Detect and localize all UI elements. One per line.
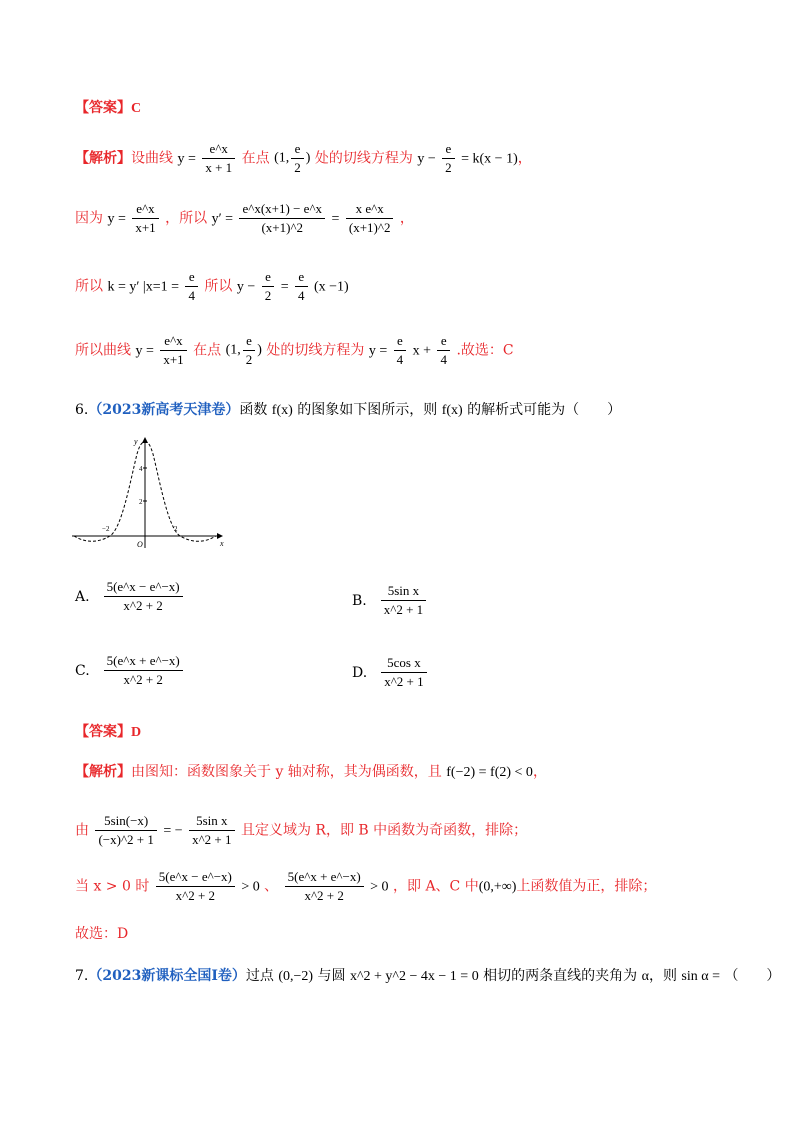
numerator: 5sin(−x)	[104, 813, 149, 828]
fraction	[104, 578, 183, 615]
denominator: x^2 + 2	[285, 886, 364, 905]
fraction	[285, 868, 364, 905]
text: 上函数值为正，排除；	[516, 878, 657, 895]
math: y −	[236, 279, 256, 295]
denominator: 4	[185, 286, 198, 305]
denominator: x^2 + 1	[381, 600, 426, 619]
math: (x −1)	[314, 279, 349, 295]
text: 、	[264, 878, 279, 895]
tick-label-xm2: −2	[102, 525, 110, 533]
fraction	[381, 654, 426, 691]
text: 的解析式可能为（ ）	[467, 402, 622, 418]
q6-analysis-line-2	[75, 812, 740, 849]
math: (0,+∞)	[478, 879, 517, 895]
option-b[interactable]	[352, 582, 428, 619]
q6-answer-line	[75, 722, 740, 743]
text: 处的切线方程为	[266, 342, 365, 359]
denominator: (−x)^2 + 1	[95, 830, 156, 849]
math: sin α =	[681, 969, 720, 984]
text: 处的切线方程为	[314, 150, 413, 167]
answer-value: D	[131, 725, 142, 740]
fraction	[243, 332, 256, 369]
answer-tag: 【答案】	[75, 724, 131, 740]
denominator: 2	[243, 350, 256, 369]
math: =	[280, 279, 289, 295]
text: .故选：C	[456, 342, 514, 359]
tick-label-y4: 4	[139, 465, 143, 473]
fraction	[437, 332, 450, 369]
numerator: e	[298, 269, 305, 284]
numerator: e^x	[209, 141, 228, 156]
tick-label-x2: 2	[174, 525, 178, 533]
text: 由图知：函数图象关于 y 轴对称，其为偶函数，且	[131, 764, 442, 780]
numerator: e	[440, 333, 447, 348]
q7-stem	[75, 966, 781, 987]
q6-analysis-line-4	[75, 924, 740, 944]
math: y′ =	[211, 211, 234, 227]
denominator: 4	[394, 350, 407, 369]
text: 由	[75, 822, 89, 839]
numerator: 5cos x	[387, 655, 421, 670]
analysis-tag: 【解析】	[75, 150, 131, 167]
denominator: x + 1	[202, 158, 235, 177]
text: 在点	[193, 342, 222, 359]
math: α	[641, 969, 649, 984]
q5-analysis-line-1	[75, 140, 740, 177]
question-number: 6.	[75, 402, 89, 418]
numerator: e^x	[136, 201, 155, 216]
text: 所以曲线	[75, 342, 131, 359]
q5-analysis-line-4	[75, 332, 740, 369]
fraction	[295, 268, 308, 305]
denominator: 4	[295, 286, 308, 305]
numerator: 5(e^x − e^−x)	[158, 869, 232, 884]
denominator: 2	[262, 286, 275, 305]
q6-analysis-line-1	[75, 762, 740, 783]
fraction	[381, 582, 426, 619]
numerator: e^x(x+1) − e^x	[242, 201, 323, 216]
math: y −	[417, 151, 436, 167]
option-label: D.	[352, 664, 368, 681]
numerator: 5(e^x + e^−x)	[106, 653, 180, 668]
text: 故选：D	[75, 926, 129, 942]
option-d[interactable]	[352, 654, 429, 691]
option-c[interactable]	[75, 652, 185, 689]
fraction	[202, 140, 235, 177]
text: 与圆	[317, 968, 346, 984]
math: = −	[163, 823, 183, 839]
fraction	[291, 140, 304, 177]
math: 1,	[278, 150, 290, 166]
denominator: (x+1)^2	[239, 218, 325, 237]
denominator: x^2 + 1	[381, 672, 426, 691]
math: y =	[177, 151, 196, 167]
math: y =	[368, 343, 388, 359]
fraction	[262, 268, 275, 305]
answer-value: C	[131, 101, 142, 116]
question-source: （2023新课标全国Ⅰ卷）	[88, 968, 246, 984]
q5-analysis-line-2	[75, 200, 740, 237]
numerator: e	[188, 269, 195, 284]
math: 1,	[230, 342, 241, 358]
q5-answer-line	[75, 98, 740, 119]
denominator: (x+1)^2	[346, 218, 394, 237]
q5-analysis-line-3	[75, 268, 740, 305]
math: f(x)	[271, 403, 293, 418]
denominator: x+1	[160, 350, 186, 369]
text: 函数	[239, 402, 268, 418]
fraction	[156, 868, 235, 905]
y-axis-label: y	[134, 437, 138, 446]
text: （ ）	[724, 968, 781, 984]
numerator: e^x	[164, 333, 183, 348]
numerator: e	[246, 333, 252, 348]
text: 在点	[241, 150, 270, 167]
fraction	[442, 140, 455, 177]
denominator: x^2 + 2	[104, 670, 183, 689]
text: ，则	[648, 968, 677, 984]
math: y =	[107, 211, 126, 227]
question-number: 7.	[75, 968, 89, 984]
numerator: e	[445, 141, 452, 156]
fraction	[185, 268, 198, 305]
math: f(x)	[441, 403, 463, 418]
numerator: 5sin x	[196, 813, 228, 828]
numerator: 5(e^x + e^−x)	[287, 869, 361, 884]
text: 所以	[204, 278, 233, 295]
tick-label-y2: 2	[139, 498, 143, 506]
denominator: x^2 + 1	[189, 830, 234, 849]
numerator: e	[265, 269, 271, 284]
text: 因为	[75, 210, 103, 227]
fraction	[160, 332, 186, 369]
numerator: 5(e^x − e^−x)	[106, 579, 180, 594]
text: ，	[399, 210, 414, 227]
text: 设曲线	[131, 150, 173, 167]
numerator: x e^x	[355, 201, 384, 216]
text: 所以	[75, 278, 103, 295]
math: = k(x − 1)	[461, 151, 518, 167]
option-label: C.	[75, 662, 90, 679]
denominator: x+1	[132, 218, 158, 237]
fraction	[394, 332, 407, 369]
option-label: A.	[75, 588, 90, 605]
fraction	[104, 652, 183, 689]
option-label: B.	[352, 592, 367, 609]
math: y =	[135, 343, 154, 359]
text: 当 x > 0 时	[75, 878, 150, 895]
denominator: 2	[442, 158, 455, 177]
question-source: （2023新高考天津卷）	[88, 402, 240, 418]
math: x^2 + y^2 − 4x − 1 = 0	[349, 969, 479, 984]
text: 过点	[245, 968, 274, 984]
numerator: 5sin x	[387, 583, 420, 598]
text: ，所以	[165, 210, 208, 227]
math: f(−2) = f(2) < 0	[446, 765, 533, 780]
point: (1, $\frac{e}{2}$ )	[225, 333, 262, 367]
function-graph	[70, 432, 230, 552]
math: x +	[412, 343, 432, 359]
text: 相切的两条直线的夹角为	[483, 968, 638, 984]
x-axis-label: x	[220, 539, 224, 548]
point: (1, $\frac{e}{2}$ )	[274, 141, 311, 175]
text: 且定义域为 R，即 B 中函数为奇函数，排除；	[240, 822, 528, 839]
numerator: e	[294, 141, 301, 156]
text: ，即 A、C 中	[393, 878, 479, 895]
denominator: 2	[291, 158, 304, 177]
fraction	[189, 812, 234, 849]
math: (0,−2)	[278, 969, 314, 984]
fraction	[132, 200, 158, 237]
math: =	[331, 211, 340, 227]
origin-label: O	[137, 540, 143, 549]
fraction	[95, 812, 156, 849]
denominator: 4	[437, 350, 450, 369]
text: ，	[517, 150, 532, 167]
math: > 0	[370, 879, 389, 895]
text: 的图象如下图所示，则	[297, 402, 438, 418]
option-a[interactable]	[75, 578, 185, 615]
denominator: x^2 + 2	[104, 596, 183, 615]
math: > 0	[241, 879, 260, 895]
text: ，	[532, 764, 547, 780]
answer-tag: 【答案】	[75, 100, 131, 116]
analysis-tag: 【解析】	[75, 764, 131, 780]
math: k = y′ |x=1 =	[107, 279, 180, 295]
numerator: e	[397, 333, 403, 348]
fraction	[346, 200, 394, 237]
denominator: x^2 + 2	[156, 886, 235, 905]
q6-stem	[75, 400, 740, 421]
fraction	[239, 200, 325, 237]
q6-analysis-line-3	[75, 868, 740, 905]
